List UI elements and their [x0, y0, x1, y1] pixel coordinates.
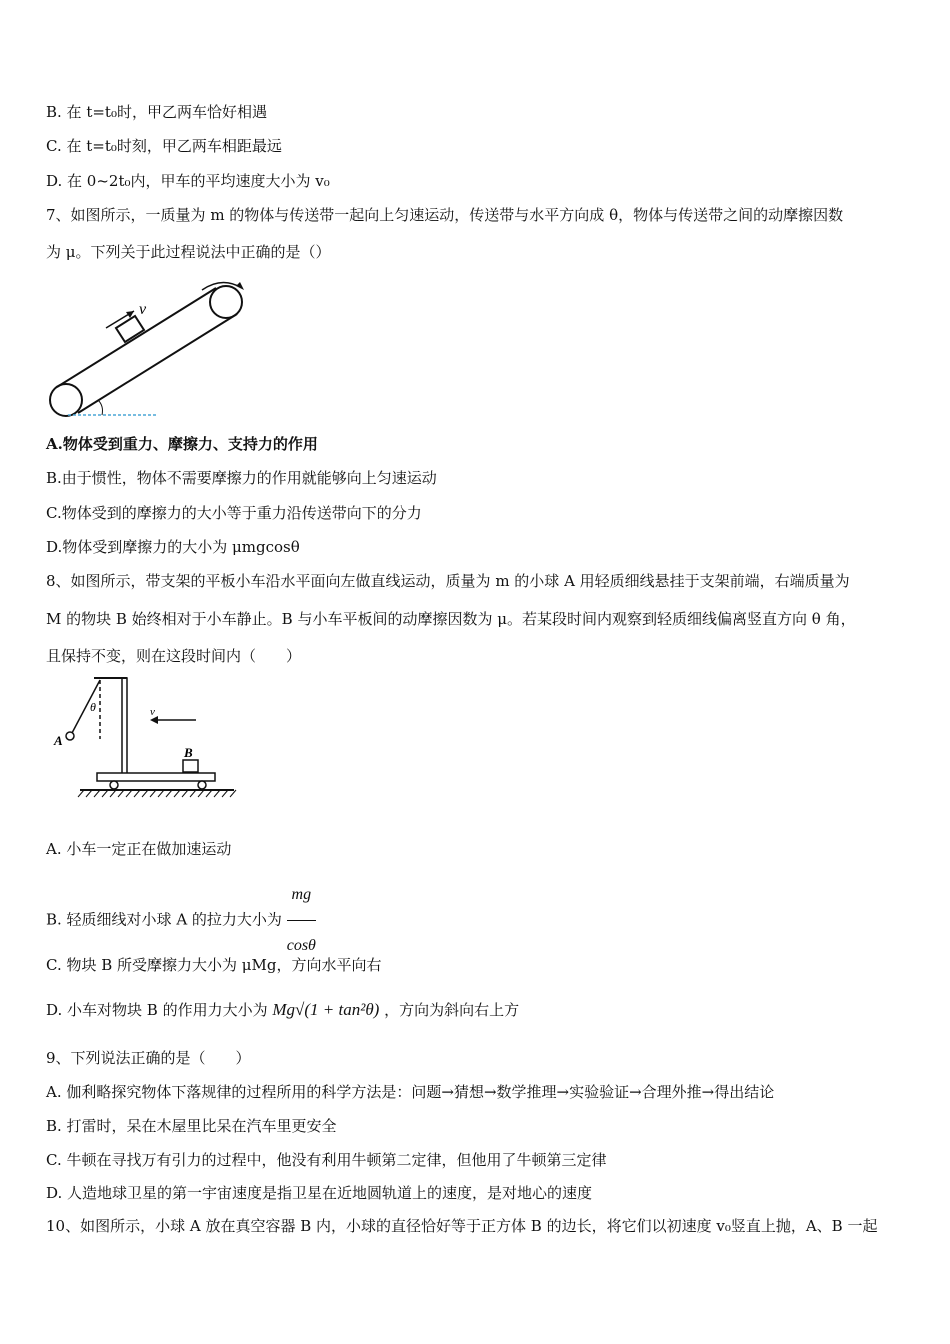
q7-option-b: B.由于惯性，物体不需要摩擦力的作用就能够向上匀速运动 — [46, 469, 437, 487]
q8-option-d — [46, 996, 519, 1024]
q9-option-d: D. 人造地球卫星的第一宇宙速度是指卫星在近地圆轨道上的速度，是对地心的速度 — [46, 1184, 593, 1202]
theta-label: θ — [90, 700, 96, 714]
q8-option-a: A. 小车一定正在做加速运动 — [46, 840, 232, 858]
q9-stem: 9、下列说法正确的是（ ） — [46, 1049, 251, 1067]
q6-option-b: B. 在 t=t₀时，甲乙两车恰好相遇 — [46, 103, 267, 121]
q8-option-b-prefix: B. 轻质细线对小球 A 的拉力大小为 — [46, 910, 282, 929]
block-b — [183, 760, 198, 772]
ground-hatching — [78, 790, 236, 797]
q7-stem-line2: 为 μ。下列关于此过程说法中正确的是（） — [46, 243, 331, 261]
fraction-numerator: mg — [287, 872, 316, 921]
q8-option-c: C. 物块 B 所受摩擦力大小为 μMg，方向水平向右 — [46, 956, 382, 974]
conveyor-belt-figure — [44, 276, 254, 421]
upper-roller — [210, 286, 242, 318]
fraction-denominator: cosθ — [286, 937, 316, 954]
velocity-label: v — [139, 301, 147, 318]
q8-stem-line3: 且保持不变，则在这段时间内（ ） — [46, 647, 302, 665]
q9-option-a: A. 伽利略探究物体下落规律的过程所用的科学方法是：问题→猜想→数学推理→实验验证→合理外推→得出结论 — [46, 1083, 775, 1101]
cart-platform — [97, 773, 215, 781]
q7-option-a: A.物体受到重力、摩擦力、支持力的作用 — [46, 435, 318, 453]
q9-option-b: B. 打雷时，呆在木屋里比呆在汽车里更安全 — [46, 1117, 337, 1135]
cart-pendulum-figure — [50, 675, 240, 805]
q9-option-c: C. 牛顿在寻找万有引力的过程中，他没有利用牛顿第二定律，但他用了牛顿第三定律 — [46, 1151, 607, 1169]
q7-option-d: D.物体受到摩擦力的大小为 μmgcosθ — [46, 538, 300, 556]
q8-option-d-suffix: ，方向为斜向右上方 — [384, 1001, 520, 1019]
ball-a — [66, 732, 74, 740]
cart-wheel-right — [198, 781, 206, 789]
q10-stem: 10、如图所示，小球 A 放在真空容器 B 内，小球的直径恰好等于正方体 B 的边长，将它们以初速度 v₀竖直上抛，A、B 一起 — [46, 1217, 878, 1235]
belt-top-edge — [57, 288, 216, 387]
cart-wheel-left — [110, 781, 118, 789]
q7-option-c: C.物体受到的摩擦力的大小等于重力沿传送带向下的分力 — [46, 504, 422, 522]
q8-option-d-prefix: D. 小车对物块 B 的作用力大小为 — [46, 1001, 268, 1019]
support-post — [122, 678, 127, 777]
q7-stem-line1: 7、如图所示，一质量为 m 的物体与传送带一起向上匀速运动，传送带与水平方向成 θ，物体与传送带之间的动摩擦因数 — [46, 206, 844, 224]
block-b-label: B — [184, 745, 193, 760]
cart-velocity-label: v — [150, 706, 155, 718]
q6-option-c: C. 在 t=t₀时刻，甲乙两车相距最远 — [46, 137, 282, 155]
ball-a-label: A — [54, 733, 63, 748]
belt-bottom-edge — [78, 314, 237, 413]
q8-stem-line2: M 的物块 B 始终相对于小车静止。B 与小车平板间的动摩擦因数为 μ。若某段时间内观察到轻质细线偏离竖直方向 θ 角， — [46, 610, 856, 628]
angle-arc — [98, 400, 103, 415]
q8-option-d-formula: Mg√(1 + tan²θ) — [272, 1000, 380, 1019]
lower-roller — [50, 384, 82, 416]
q8-stem-line1: 8、如图所示，带支架的平板小车沿水平面向左做直线运动，质量为 m 的小球 A 用轻质细线悬挂于支架前端，右端质量为 — [46, 572, 850, 590]
q6-option-d: D. 在 0~2t₀内，甲车的平均速度大小为 v₀ — [46, 172, 330, 190]
